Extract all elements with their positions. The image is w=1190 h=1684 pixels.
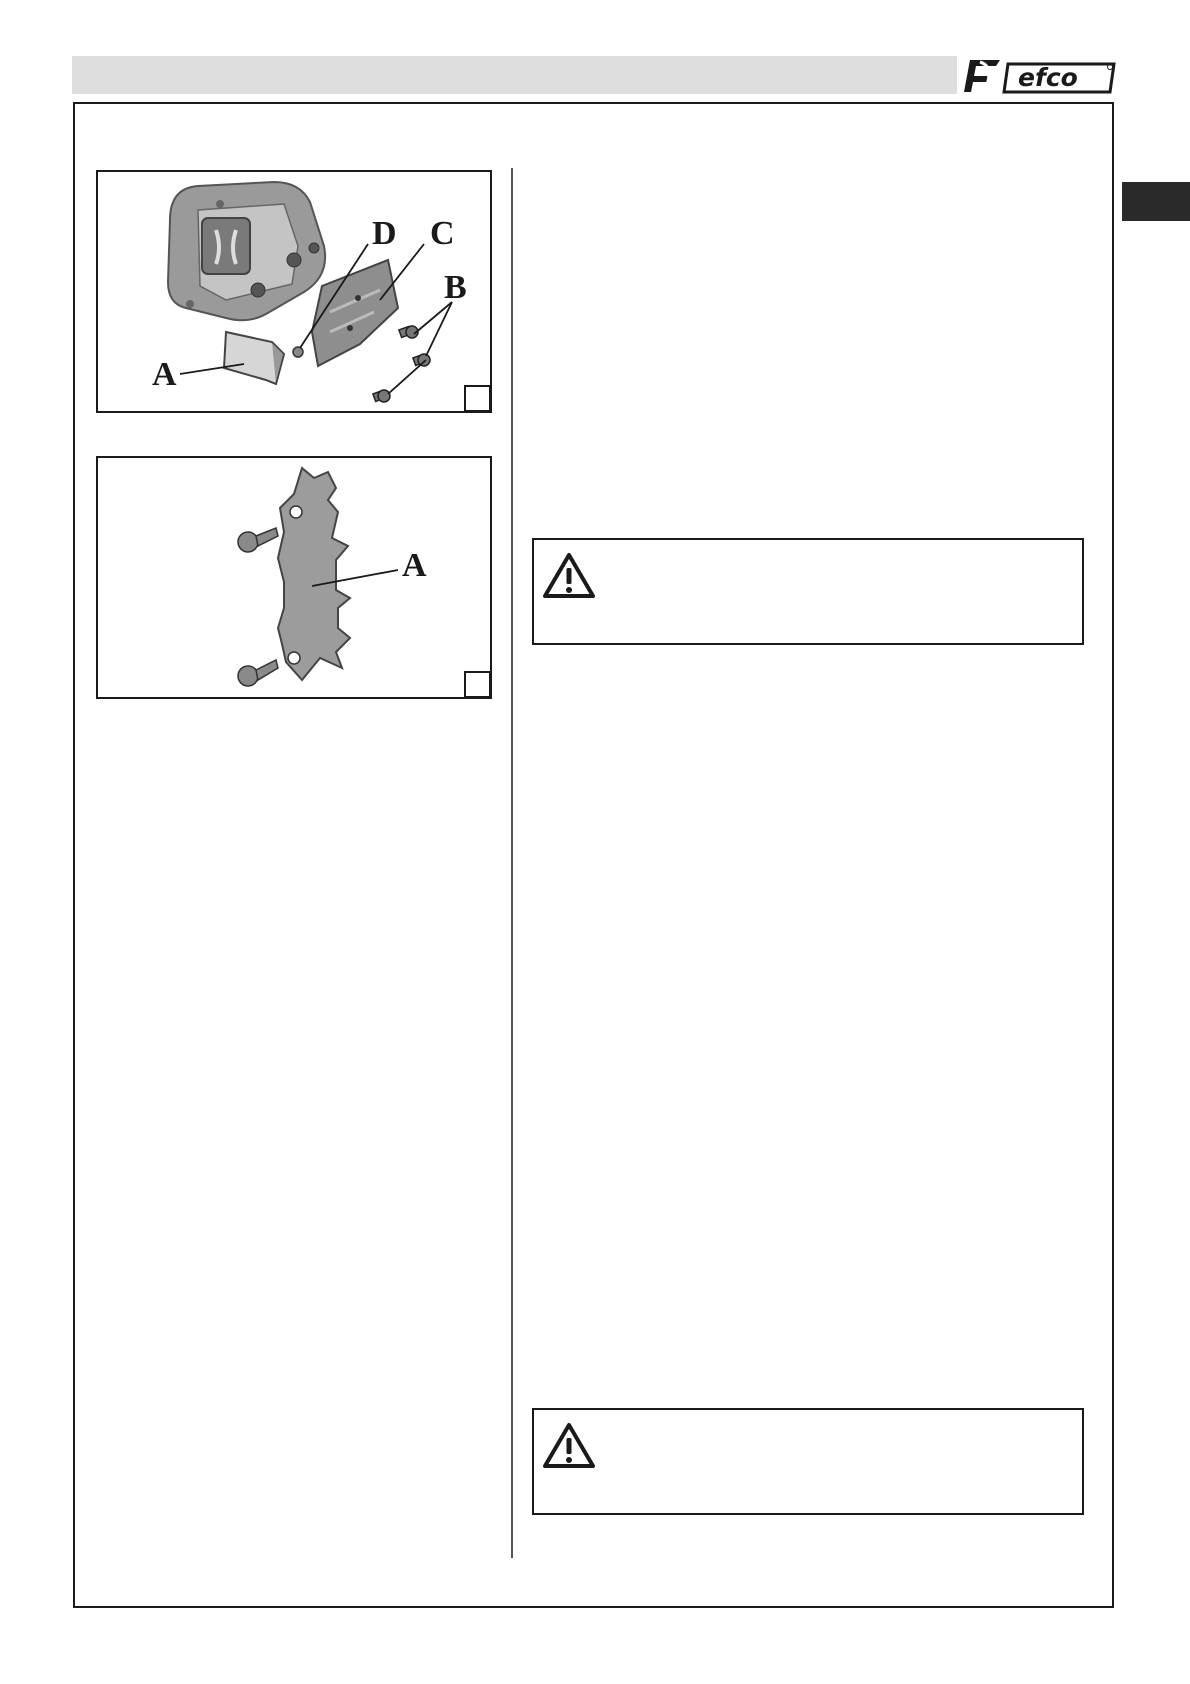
callout-a: A [402,547,427,584]
callout-a: A [152,356,177,393]
warning-triangle-icon [542,1422,596,1470]
warning-box [532,1408,1084,1515]
callout-b: B [444,269,467,306]
warning-box [532,538,1084,645]
warning-triangle-icon [542,552,596,600]
column-divider [511,168,513,1558]
efco-logo-icon [960,54,1116,96]
figure-number-box [464,671,491,698]
figure-number-box [464,385,491,412]
muffler-assembly-illustration [98,172,494,415]
bumper-spike-illustration [98,458,494,701]
figure-bumper-spike [96,456,492,699]
section-tab [1122,182,1190,221]
figure-muffler-assembly [96,170,492,413]
callout-c: C [430,215,455,252]
header-bar [72,56,957,94]
brand-wordmark: efco [1018,63,1078,92]
callout-d: D [372,215,397,252]
brand-logo [960,54,1116,96]
